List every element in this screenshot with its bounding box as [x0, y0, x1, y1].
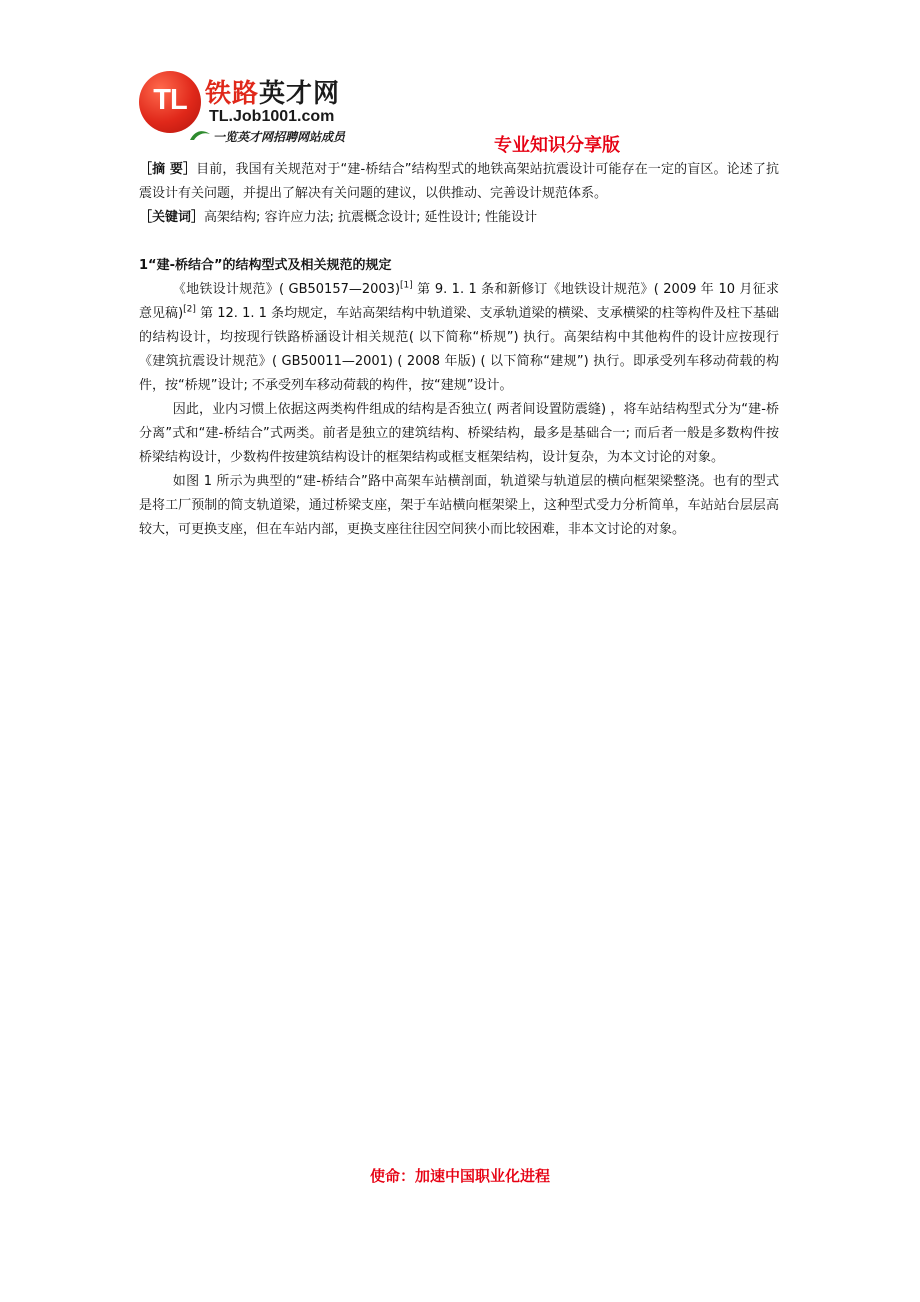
- article-body: [139, 158, 779, 542]
- logo-name-part2: 英才网: [259, 79, 341, 109]
- keywords-label: ［关键词］: [139, 210, 205, 225]
- footer-mission: 使命：加速中国职业化进程: [369, 1167, 550, 1185]
- abstract: [139, 158, 779, 206]
- logo-emblem: [139, 71, 201, 133]
- paragraph-1: [139, 278, 779, 398]
- reference-1: [1]: [400, 280, 413, 291]
- logo-url: TL.Job1001.com: [209, 108, 335, 125]
- logo-tagline: 一览英才网招聘网站成员: [213, 130, 346, 144]
- paragraph-1-part-b: 第 9. 1. 1 条和新修订《地铁设计规范》( 2009 年 10 月征求意见稿): [139, 282, 779, 321]
- logo-name: [205, 73, 340, 110]
- reference-2: [2]: [183, 304, 196, 315]
- page-title: 专业知识分享版: [494, 135, 620, 156]
- paragraph-2: 因此，业内习惯上依据这两类构件组成的结构是否独立( 两者间设置防震缝) ，将车站结构型式分为“建-桥分离”式和“建-桥结合”式两类。前者是独立的建筑结构、桥梁结构，最多是基础合一; 而后者一般是多数构件按桥梁结构设计，少数构件按建筑结构设计的框架结构或框支框架结构，设计复杂，为本文讨论的对象。: [139, 402, 779, 465]
- logo-name-part1: 铁路: [205, 79, 260, 109]
- section-heading: 1“建-桥结合”的结构型式及相关规范的规定: [139, 258, 392, 273]
- paragraph-1-part-c: 第 12. 1. 1 条均规定，车站高架结构中轨道梁、支承轨道梁的横梁、支承横梁的柱等构件及柱下基础的结构设计，均按现行铁路桥涵设计相关规范( 以下简称“桥规”) 执行。高架结构中其他构件的设计应按现行《建筑抗震设计规范》( GB50011—2001) ( 2008 年版) ( 以下简称“建规”) 执行。即承受列车移动荷载的构件，按“桥规”设计; 不承受列车移动荷载的构件，按“建规”设计。: [139, 306, 779, 393]
- swoosh-icon: [189, 128, 211, 142]
- logo-mark: TL: [153, 84, 187, 116]
- paragraph-3: 如图 1 所示为典型的“建-桥结合”路中高架车站横剖面，轨道梁与轨道层的横向框架梁整浇。也有的型式是将工厂预制的简支轨道梁，通过桥梁支座，架于车站横向框架梁上，这种型式受力分析简单，车站站台层层高较大，可更换支座，但在车站内部，更换支座往往因空间狭小而比较困难，非本文讨论的对象。: [139, 474, 779, 537]
- abstract-text: 目前，我国有关规范对于“建-桥结合”结构型式的地铁高架站抗震设计可能存在一定的盲区。论述了抗震设计有关问题，并提出了解决有关问题的建议，以供推动、完善设计规范体系。: [139, 162, 779, 201]
- paragraph-1-part-a: 《地铁设计规范》( GB50157—2003): [172, 282, 401, 297]
- site-logo: [139, 68, 371, 146]
- abstract-label: ［摘 要］: [139, 162, 197, 177]
- keywords: [139, 206, 779, 230]
- keywords-text: 高架结构; 容许应力法; 抗震概念设计; 延性设计; 性能设计: [204, 210, 538, 225]
